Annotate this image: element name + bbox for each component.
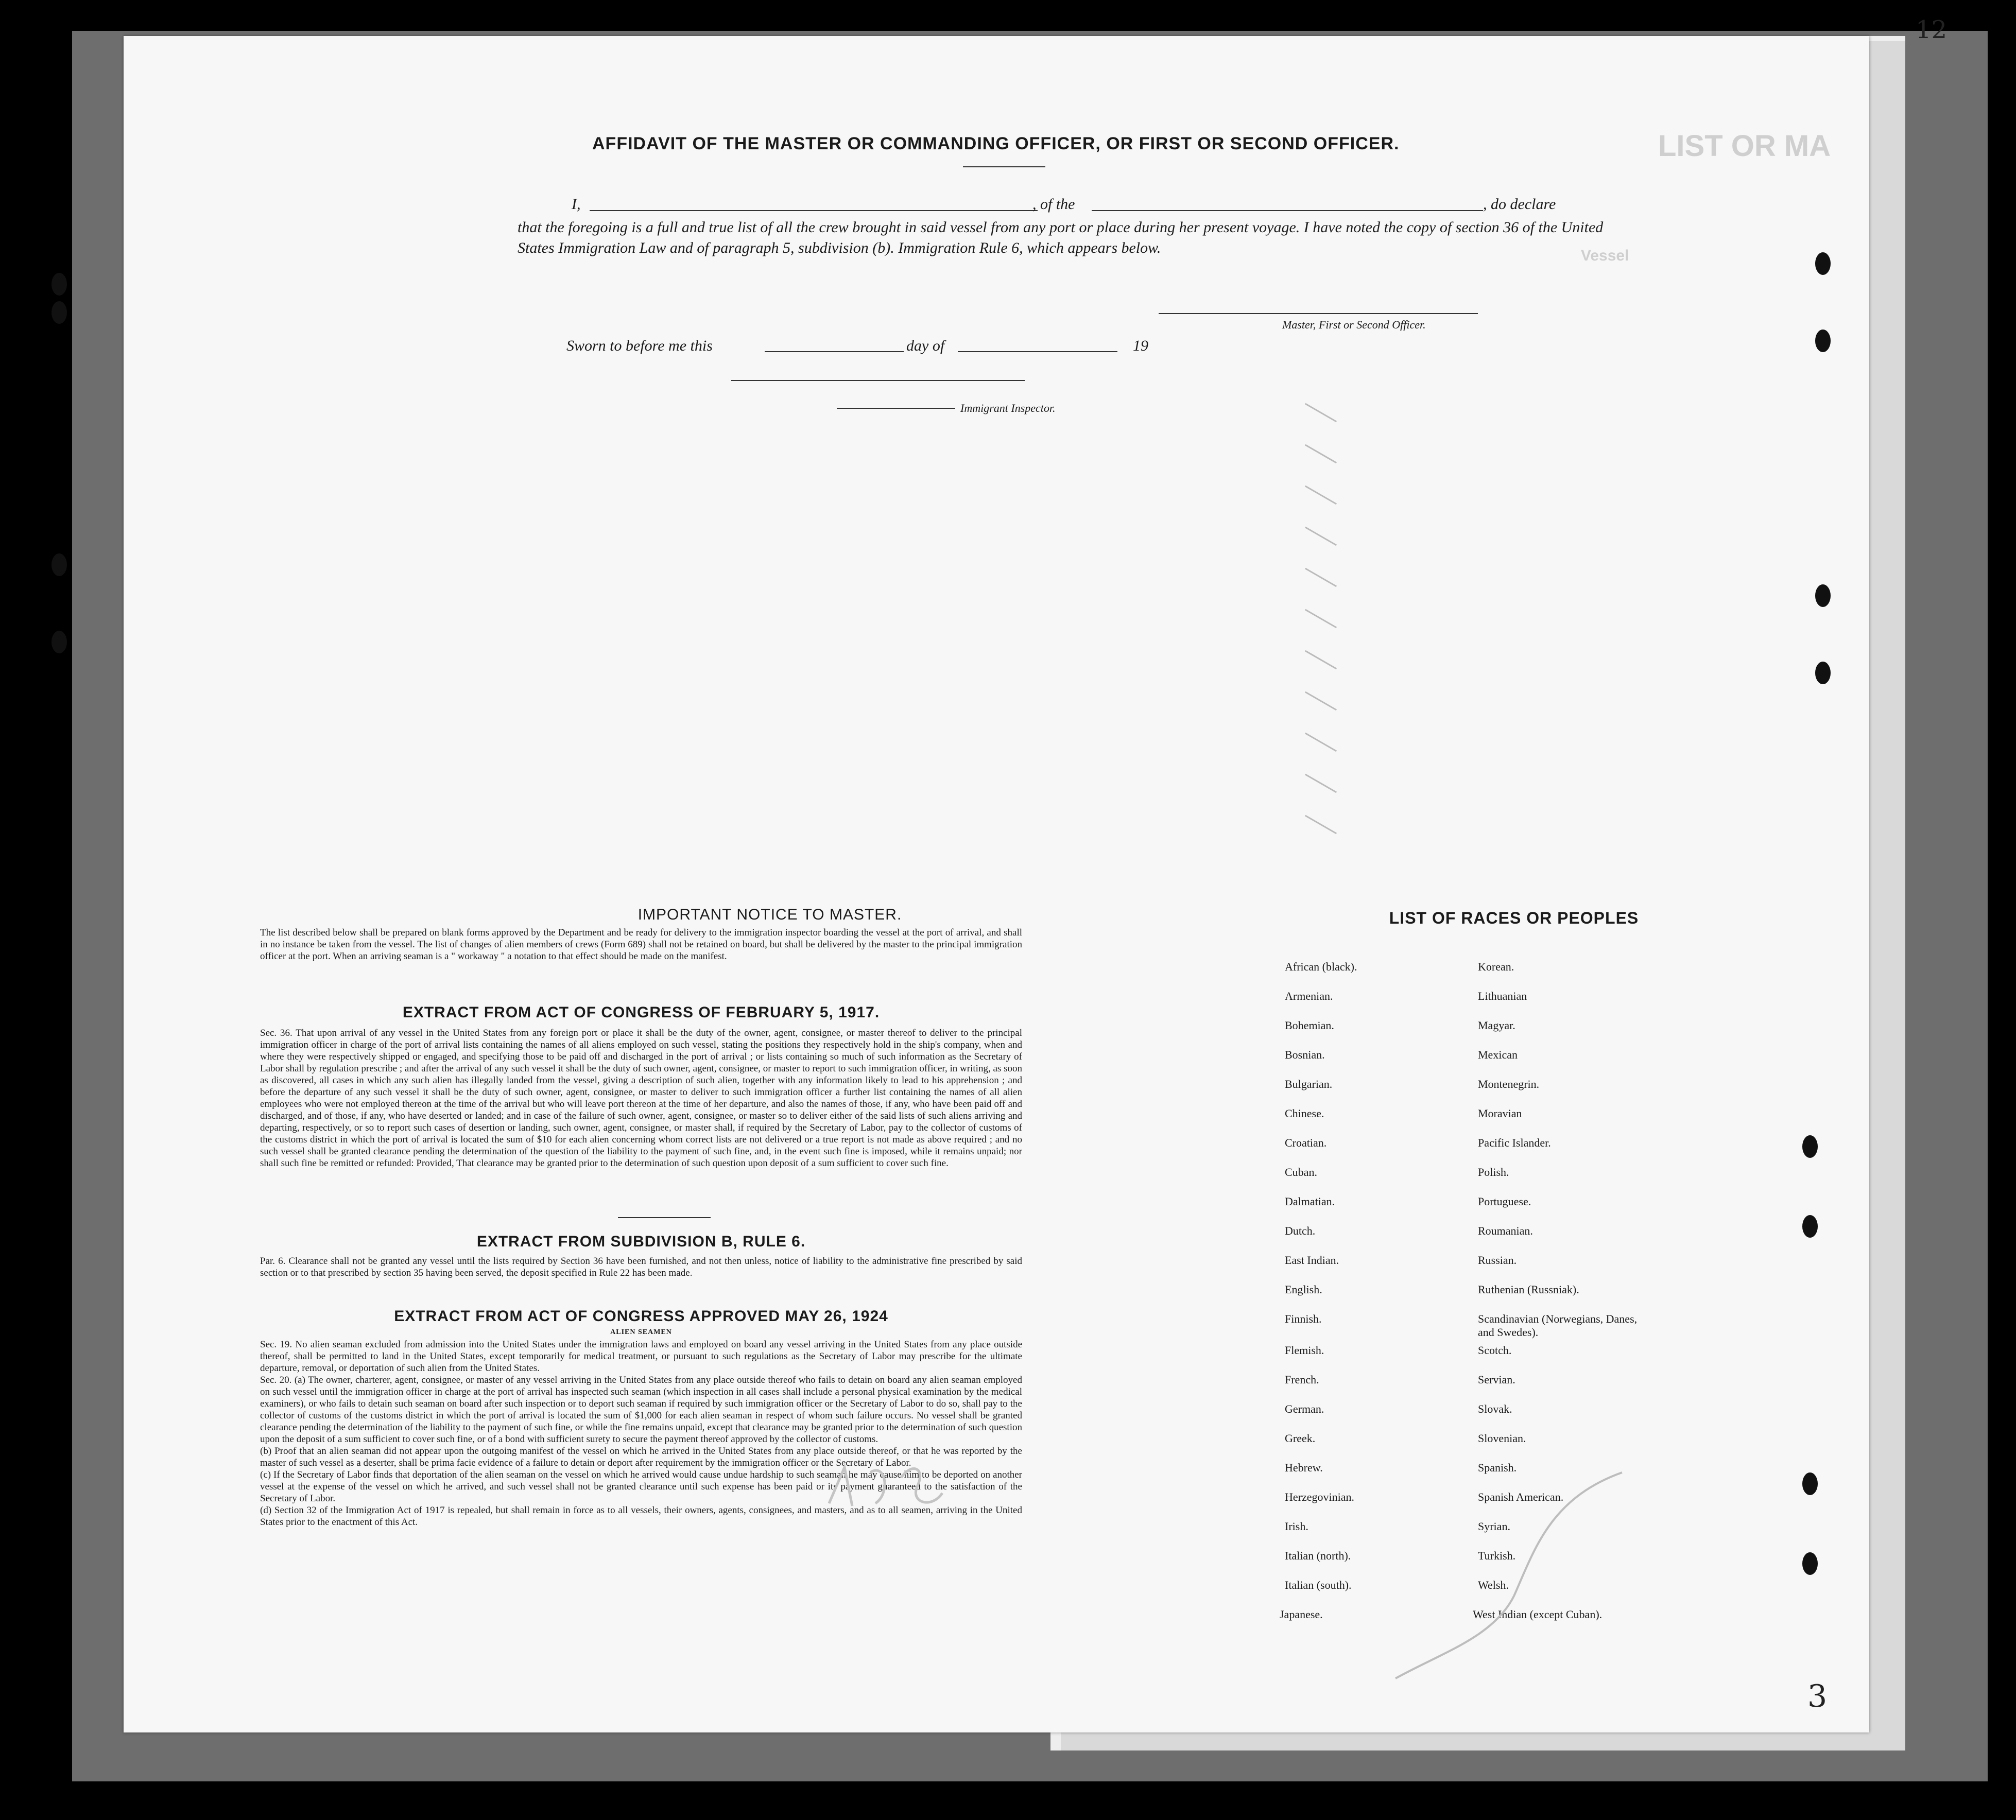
race-item: Mexican xyxy=(1478,1048,1518,1061)
notice-text: The list described below shall be prepared on blank forms approved by the Department and be ready for delivery to the immigration inspector boarding the vessel at the port of arrival, and shall in no instance be taken from the vessel. The list of changes of alien members of crews (Form 689) shall not be retained on board, but shall be delivered by the master to the principal immigration officer at the port. When an arriving seaman is a " workaway " a notation to that effect should be made on the manifest. xyxy=(260,927,1022,962)
sworn-year: 19 xyxy=(1133,337,1148,354)
race-item: Slovak. xyxy=(1478,1402,1512,1415)
race-item: Welsh. xyxy=(1478,1579,1509,1591)
bleed-through-text: LIST OR MA xyxy=(1658,129,1831,163)
race-item: Turkish. xyxy=(1478,1549,1516,1562)
bleed-through-mark xyxy=(1305,774,1337,793)
affidavit-title: AFFIDAVIT OF THE MASTER OR COMMANDING OFFICER, OR FIRST OR SECOND OFFICER. xyxy=(592,134,1400,153)
extract-rule6-text: Par. 6. Clearance shall not be granted any vessel until the lists required by Section 36 have been furnished, and not then unless, notice of liability to the administrative fine prescribed by said section or to that prescribed by section 35 having been served, the deposit specified in Rule 22 has been made. xyxy=(260,1256,1022,1278)
race-item: French. xyxy=(1285,1373,1319,1386)
bleed-through-mark xyxy=(1305,691,1337,711)
races-title: LIST OF RACES OR PEOPLES xyxy=(1389,909,1639,927)
race-item: Spanish American. xyxy=(1478,1490,1564,1503)
extract-1924-subtitle: ALIEN SEAMEN xyxy=(610,1328,672,1336)
binder-hole-icon xyxy=(1815,584,1831,607)
race-item: Armenian. xyxy=(1285,990,1333,1002)
race-item: Irish. xyxy=(1285,1520,1308,1533)
sec20b-text: (b) Proof that an alien seaman did not appear upon the outgoing manifest of the vessel on which he arrived in the United States from any place outside thereof, or that he was reported by the master of such vessel as a deserter, shall be prima facie evidence of a failure to detain or deport after requirement by the immigration officer or the Secretary of Labor. xyxy=(260,1446,1022,1468)
vessel-blank[interactable] xyxy=(1092,210,1483,211)
race-item: German. xyxy=(1285,1402,1324,1415)
affidavit-of-the: , of the xyxy=(1032,196,1075,213)
race-item: Greek. xyxy=(1285,1432,1316,1445)
race-item: Bohemian. xyxy=(1285,1019,1334,1032)
race-item: Flemish. xyxy=(1285,1344,1324,1357)
bleed-through-mark xyxy=(1305,568,1337,587)
handwritten-bottom-number: 3 xyxy=(1807,1678,1828,1714)
inspector-signature-blank[interactable] xyxy=(731,380,1025,381)
race-item: Ruthenian (Russniak). xyxy=(1478,1283,1579,1296)
bleed-through-mark xyxy=(1305,815,1337,835)
sworn-month-blank[interactable] xyxy=(958,351,1117,352)
race-item: Korean. xyxy=(1478,960,1514,973)
binder-hole-icon xyxy=(1815,330,1831,352)
race-item: West Indian (except Cuban). xyxy=(1473,1608,1603,1621)
binder-hole-icon xyxy=(51,631,67,653)
pencil-scribble-icon xyxy=(824,1457,958,1519)
race-item: Hebrew. xyxy=(1285,1461,1323,1474)
title-rule xyxy=(963,166,1045,167)
binder-hole-icon xyxy=(1802,1472,1818,1495)
signature-blank[interactable] xyxy=(1159,313,1478,314)
affidavit-body: that the foregoing is a full and true list of all the crew brought in said vessel from any port or place during her present voyage. I have noted the copy of section 36 of the United States Immigration Law and of paragraph 5, subdivision (b). Immigration Rule 6, which appears below. xyxy=(518,219,1604,256)
inspector-label: Immigrant Inspector. xyxy=(960,402,1056,414)
race-item: Polish. xyxy=(1478,1166,1509,1178)
form-page xyxy=(124,15,1948,1732)
extract-1924-title: EXTRACT FROM ACT OF CONGRESS APPROVED MAY 26, 1924 xyxy=(394,1308,888,1325)
binder-hole-icon xyxy=(1802,1135,1818,1158)
binder-hole-icon xyxy=(51,553,67,576)
race-item: Montenegrin. xyxy=(1478,1078,1540,1090)
race-item: Finnish. xyxy=(1285,1312,1322,1325)
signature-label: Master, First or Second Officer. xyxy=(1282,318,1426,331)
race-item: Syrian. xyxy=(1478,1520,1510,1533)
race-item: Dutch. xyxy=(1285,1224,1316,1237)
race-item: Pacific Islander. xyxy=(1478,1136,1551,1149)
sec20c-text: (c) If the Secretary of Labor finds that deportation of the alien seaman on the vessel on which he arrived would cause undue hardship to such seaman he may cause him to be deported on another vessel at the expense of the vessel on which he arrived, and such vessel shall not be granted clearance until such expense has been paid or its payment guaranteed to the satisfaction of the Secretary of Labor. xyxy=(260,1469,1022,1504)
binder-hole-icon xyxy=(1815,252,1831,275)
race-item: Cuban. xyxy=(1285,1166,1317,1178)
race-item: Slovenian. xyxy=(1478,1432,1526,1445)
sec20d-text: (d) Section 32 of the Immigration Act of 1917 is repealed, but shall remain in force as to all vessels, their owners, agents, consignees, and masters, and as to all seamen, arriving in the United States prior to the enactment of this Act. xyxy=(260,1505,1022,1528)
binder-hole-icon xyxy=(1802,1552,1818,1575)
race-item: Italian (north). xyxy=(1285,1549,1351,1562)
extract-rule6-title: EXTRACT FROM SUBDIVISION B, RULE 6. xyxy=(476,1233,806,1250)
affidavit-declare: , do declare xyxy=(1483,196,1556,213)
bleed-through-mark xyxy=(1305,527,1337,546)
race-item: English. xyxy=(1285,1283,1322,1296)
binder-hole-icon xyxy=(51,273,67,296)
race-item: Lithuanian xyxy=(1478,990,1527,1002)
race-item: East Indian. xyxy=(1285,1254,1339,1267)
binder-hole-icon xyxy=(1802,1215,1818,1238)
inspector-short-rule xyxy=(837,408,955,409)
sworn-day-of: day of xyxy=(906,337,945,354)
sworn-day-blank[interactable] xyxy=(765,351,904,352)
binder-hole-icon xyxy=(1815,662,1831,684)
name-blank[interactable] xyxy=(590,210,1038,211)
race-item: Spanish. xyxy=(1478,1461,1517,1474)
binder-hole-icon xyxy=(51,301,67,324)
extract-1917-title: EXTRACT FROM ACT OF CONGRESS OF FEBRUARY 5, 1917. xyxy=(402,1004,880,1021)
bleed-through-mark xyxy=(1305,733,1337,752)
race-item: Russian. xyxy=(1478,1254,1517,1267)
race-item: African (black). xyxy=(1285,960,1357,973)
race-item: Moravian xyxy=(1478,1107,1522,1120)
section-rule xyxy=(618,1217,711,1218)
affidavit-i: I, xyxy=(572,196,581,213)
race-item: Japanese. xyxy=(1280,1608,1323,1621)
bleed-through-mark xyxy=(1305,650,1337,670)
bleed-through-text: Vessel xyxy=(1581,247,1629,264)
bleed-through-mark xyxy=(1305,486,1337,505)
pencil-curve-icon xyxy=(1380,1467,1627,1684)
sec20a-text: Sec. 20. (a) The owner, charterer, agent, consignee, or master of any vessel arriving in the United States from any place outside thereof who fails to detain on board any alien seaman employed on such vessel until the immigration officer in charge at the port of arrival has inspected such seaman (which inspection in all cases shall include a personal physical examination by the medical examiners), or who fails to detain such seaman on board after such inspection or to deport such seaman if required by such immigration officer or the Secretary of Labor to do so, shall pay to the collector of customs of the customs district in which the port of arrival is located the sum of $1,000 for each alien seaman in respect of whom such failure occurs. No vessel shall be granted clearance pending the determination of the liability to the payment of such fine, or while the fine remains unpaid, except that clearance may be granted prior to the determination of such question upon the deposit of a sum sufficient to cover such fine, or of a bond with sufficient surety to secure the payment thereof approved by the collector of customs. xyxy=(260,1375,1022,1445)
race-item: Italian (south). xyxy=(1285,1579,1352,1591)
race-item: Scandinavian (Norwegians, Danes, and Swedes). xyxy=(1478,1312,1638,1339)
race-item: Scotch. xyxy=(1478,1344,1512,1357)
bleed-through-mark xyxy=(1305,403,1337,423)
bleed-through-mark xyxy=(1305,444,1337,464)
race-item: Herzegovinian. xyxy=(1285,1490,1354,1503)
notice-title: IMPORTANT NOTICE TO MASTER. xyxy=(637,906,902,923)
race-item: Bulgarian. xyxy=(1285,1078,1333,1090)
race-item: Dalmatian. xyxy=(1285,1195,1335,1208)
race-item: Servian. xyxy=(1478,1373,1515,1386)
extract-1917-text: Sec. 36. That upon arrival of any vessel in the United States from any foreign port or place it shall be the duty of the owner, agent, consignee, or master thereof to deliver to the principal immigration officer in charge of the port of arrival lists containing the names of all aliens employed on such vessel, stating the positions they respectively hold in the ship's company, when and where they were respectively shipped or engaged, and specifying those to be paid off and discharged in the port of arrival ; or lists containing so much of such information as the Secretary of Labor shall by regulation prescribe ; and after the arrival of any such vessel it shall be the duty of such owner, agent, consignee, or master to report to such immigration officer, in writing, as soon as discovered, all cases in which any such alien has illegally landed from the vessel, giving a description of such alien, together with any information likely to lead to his apprehension ; and before the departure of any such vessel it shall be the duty of such owner, agent, consignee, or master to deliver to such immigration officer a further list containing the names of all alien employees who were not employed thereon at the time of the arrival but who will leave port thereon at the time of her departure, and also the names of those, if any, who have been paid off and discharged, and of those, if any, who have deserted or landed; and in case of the failure of such owner, agent, consignee, or master so to deliver either of the said lists of such aliens arriving and departing, respectively, or so to report such cases of desertion or landing, such owner, agent, consignee, or master shall, if required by the Secretary of Labor, pay to the collector of customs of the customs district in which the port of arrival is located the sum of $10 for each alien concerning whom correct lists are not delivered or a true report is not made as above required ; and no such vessel shall be granted clearance pending the determination of the question of the liability to the payment of such fine, and, in the event such fine is imposed, while it remains unpaid; nor shall such fine be remitted or refunded: Provided, That clearance may be granted prior to the determination of such question upon deposit of a sum sufficient to cover such fine. xyxy=(260,1028,1022,1169)
sec19-text: Sec. 19. No alien seaman excluded from admission into the United States under the immigration laws and employed on board any vessel arriving in the United States from any place outside thereof, shall be permitted to land in the United States, except temporarily for medical treatment, or pursuant to such regulations as the Secretary of Labor may prescribe for the ultimate departure, removal, or deportation of such alien from the United States. xyxy=(260,1339,1022,1374)
sworn-prefix: Sworn to before me this xyxy=(566,337,713,354)
bleed-through-mark xyxy=(1305,609,1337,629)
race-item: Bosnian. xyxy=(1285,1048,1325,1061)
handwritten-page-number: 12 xyxy=(1916,15,1948,44)
race-item: Chinese. xyxy=(1285,1107,1324,1120)
race-item: Roumanian. xyxy=(1478,1224,1533,1237)
race-item: Magyar. xyxy=(1478,1019,1515,1032)
race-item: Croatian. xyxy=(1285,1136,1327,1149)
race-item: Portuguese. xyxy=(1478,1195,1531,1208)
